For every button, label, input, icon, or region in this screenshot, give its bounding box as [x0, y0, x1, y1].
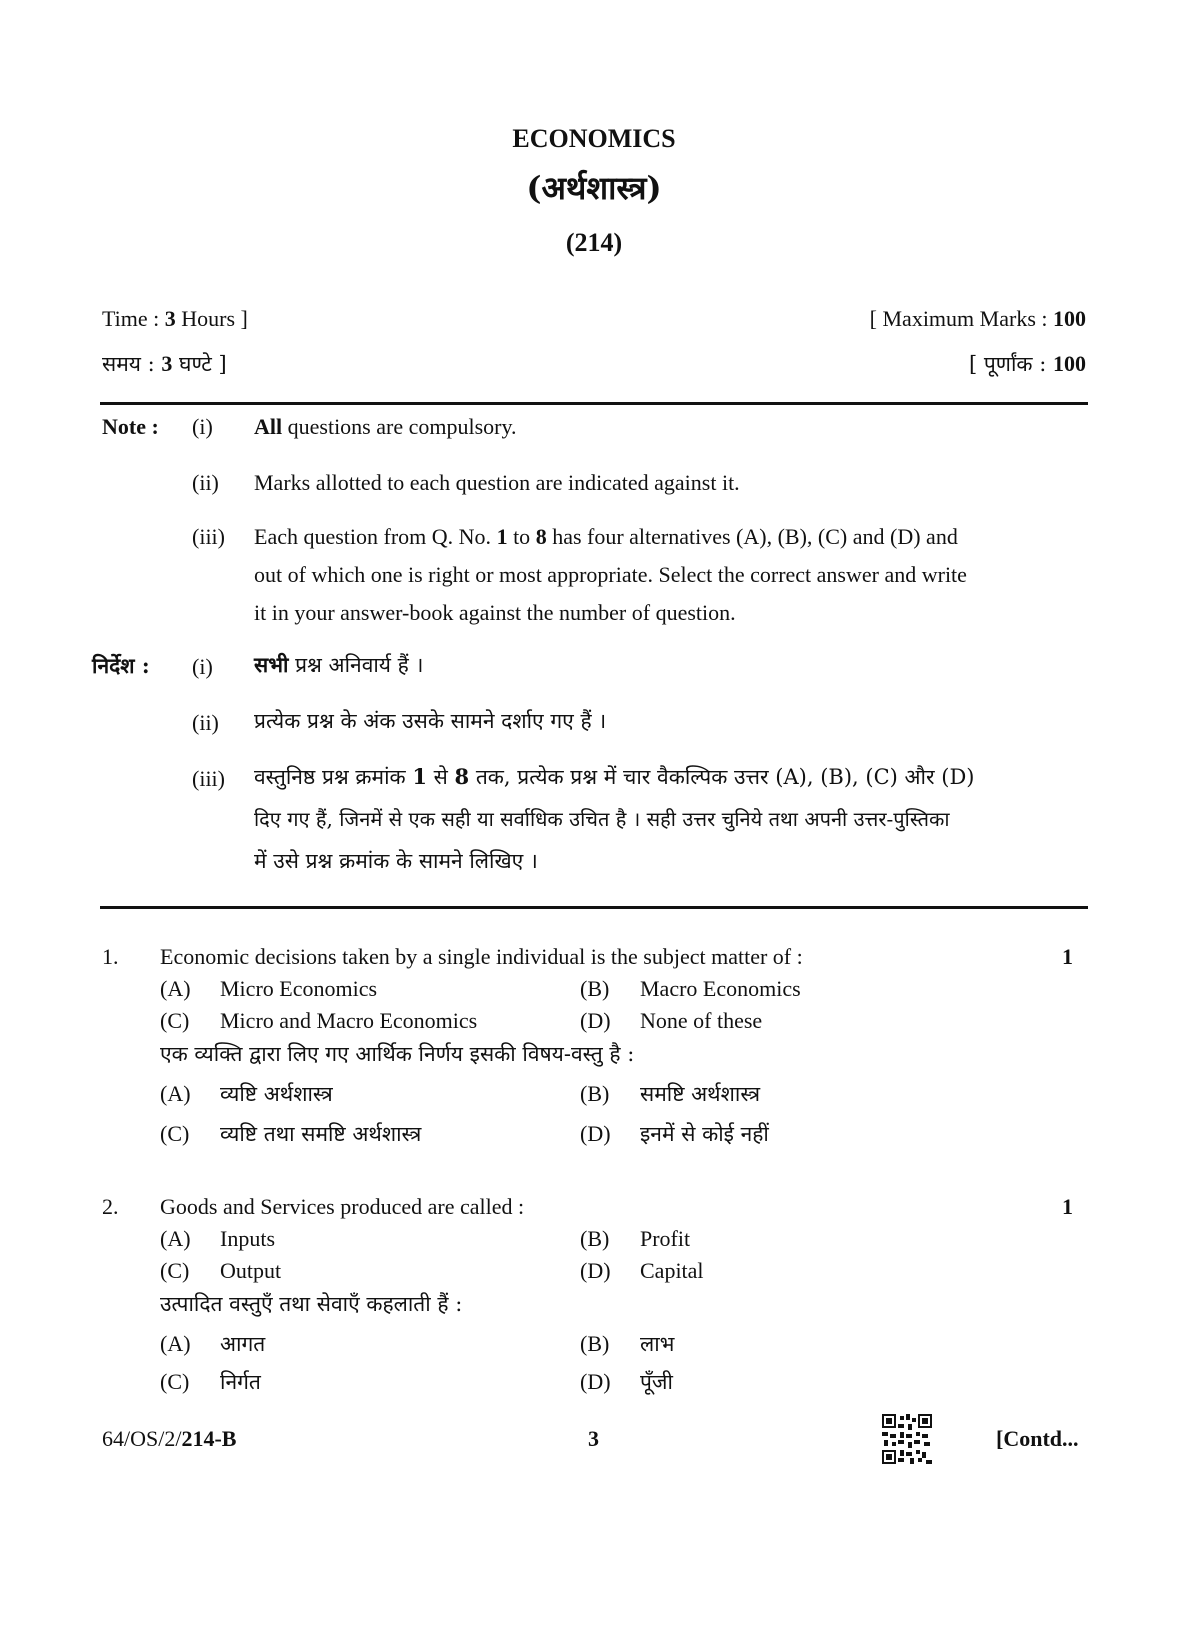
- qr-code-icon: [882, 1414, 932, 1464]
- page-number: 3: [588, 1426, 599, 1451]
- question-2-text-hi: उत्पादित वस्तुएँ तथा सेवाएँ कहलाती हैं :: [160, 1292, 463, 1316]
- q2-option-d-en: (D) Capital: [580, 1258, 704, 1283]
- notes-divider: [100, 906, 1088, 909]
- subject-title-hindi: (अर्थशास्त्र): [526, 169, 662, 207]
- note-hi-num-1: (i): [192, 654, 213, 679]
- note-en-item-1: All questions are compulsory.: [254, 414, 517, 439]
- question-1-marks: 1: [1062, 944, 1073, 969]
- marks-hi: [ पूर्णांक : 100: [969, 351, 1086, 376]
- note-label-hi: निर्देश :: [92, 653, 150, 678]
- subject-code: (214): [565, 228, 623, 257]
- q1-option-a-en: (A) Micro Economics: [160, 976, 378, 1001]
- q1-option-c-en: (C) Micro and Macro Economics: [160, 1008, 478, 1033]
- question-1-text: Economic decisions taken by a single individual is the subject matter of :: [160, 944, 803, 969]
- q1-option-c-hi: (C) व्यष्टि तथा समष्टि अर्थशास्त्र: [160, 1121, 422, 1146]
- question-1-number: 1.: [102, 944, 119, 969]
- continued-label: [Contd...: [996, 1426, 1079, 1451]
- q2-option-d-hi: (D) पूँजी: [580, 1369, 673, 1394]
- paper-code: 64/OS/2/214-B: [102, 1426, 237, 1451]
- marks-en: [ Maximum Marks : 100: [869, 306, 1086, 331]
- note-label-en: Note :: [102, 414, 159, 439]
- note-en-num-2: (ii): [192, 470, 219, 495]
- note-en-item-2: Marks allotted to each question are indicated against it.: [254, 470, 740, 495]
- q2-option-b-en: (B) Profit: [580, 1226, 691, 1251]
- q1-option-d-en: (D) None of these: [580, 1008, 763, 1033]
- q2-option-a-en: (A) Inputs: [160, 1226, 275, 1251]
- note-hi-num-3: (iii): [192, 766, 225, 791]
- note-en-num-3: (iii): [192, 524, 225, 549]
- note-en-num-1: (i): [192, 414, 213, 439]
- q1-option-b-en: (B) Macro Economics: [580, 976, 801, 1001]
- question-2-number: 2.: [102, 1194, 119, 1219]
- time-hi: समय : 3 घण्टे ]: [102, 351, 227, 376]
- note-hi-num-2: (ii): [192, 710, 219, 735]
- question-2-text: Goods and Services produced are called :: [160, 1194, 525, 1219]
- q1-option-b-hi: (B) समष्टि अर्थशास्त्र: [580, 1081, 761, 1106]
- note-hi-item-3: वस्तुनिष्ठ प्रश्न क्रमांक 1 से 8 तक, प्रत्येक प्रश्न में चार वैकल्पिक उत्तर (A), (B), (C) और (D) दिए गए हैं, जिनमें से एक सही या सर्वाधिक उचित है । सही उत्तर चुनिये तथा अपनी उत्तर-पुस्तिका में उसे प्रश्न क्रमांक के सामने लिखिए ।: [254, 764, 975, 873]
- q1-option-a-hi: (A) व्यष्टि अर्थशास्त्र: [160, 1081, 333, 1106]
- note-hi-item-1: सभी प्रश्न अनिवार्य हैं ।: [254, 652, 424, 677]
- q2-option-a-hi: (A) आगत: [160, 1331, 266, 1356]
- q2-option-c-en: (C) Output: [160, 1258, 282, 1283]
- q2-option-b-hi: (B) लाभ: [580, 1331, 675, 1356]
- note-hi-item-2: प्रत्येक प्रश्न के अंक उसके सामने दर्शाए गए हैं ।: [254, 709, 607, 733]
- q1-option-d-hi: (D) इनमें से कोई नहीं: [580, 1121, 769, 1146]
- subject-title: ECONOMICS: [512, 124, 676, 153]
- question-1-text-hi: एक व्यक्ति द्वारा लिए गए आर्थिक निर्णय इसकी विषय-वस्तु है :: [160, 1042, 635, 1066]
- time-en: Time : 3 Hours ]: [102, 306, 248, 331]
- q2-option-c-hi: (C) निर्गत: [160, 1369, 261, 1394]
- top-divider: [100, 402, 1088, 405]
- note-en-item-3: Each question from Q. No. 1 to 8 has four alternatives (A), (B), (C) and (D) and out of which one is right or most appropriate. Select the correct answer and write it in your answer-book against the number of question.: [254, 524, 967, 625]
- question-2-marks: 1: [1062, 1194, 1073, 1219]
